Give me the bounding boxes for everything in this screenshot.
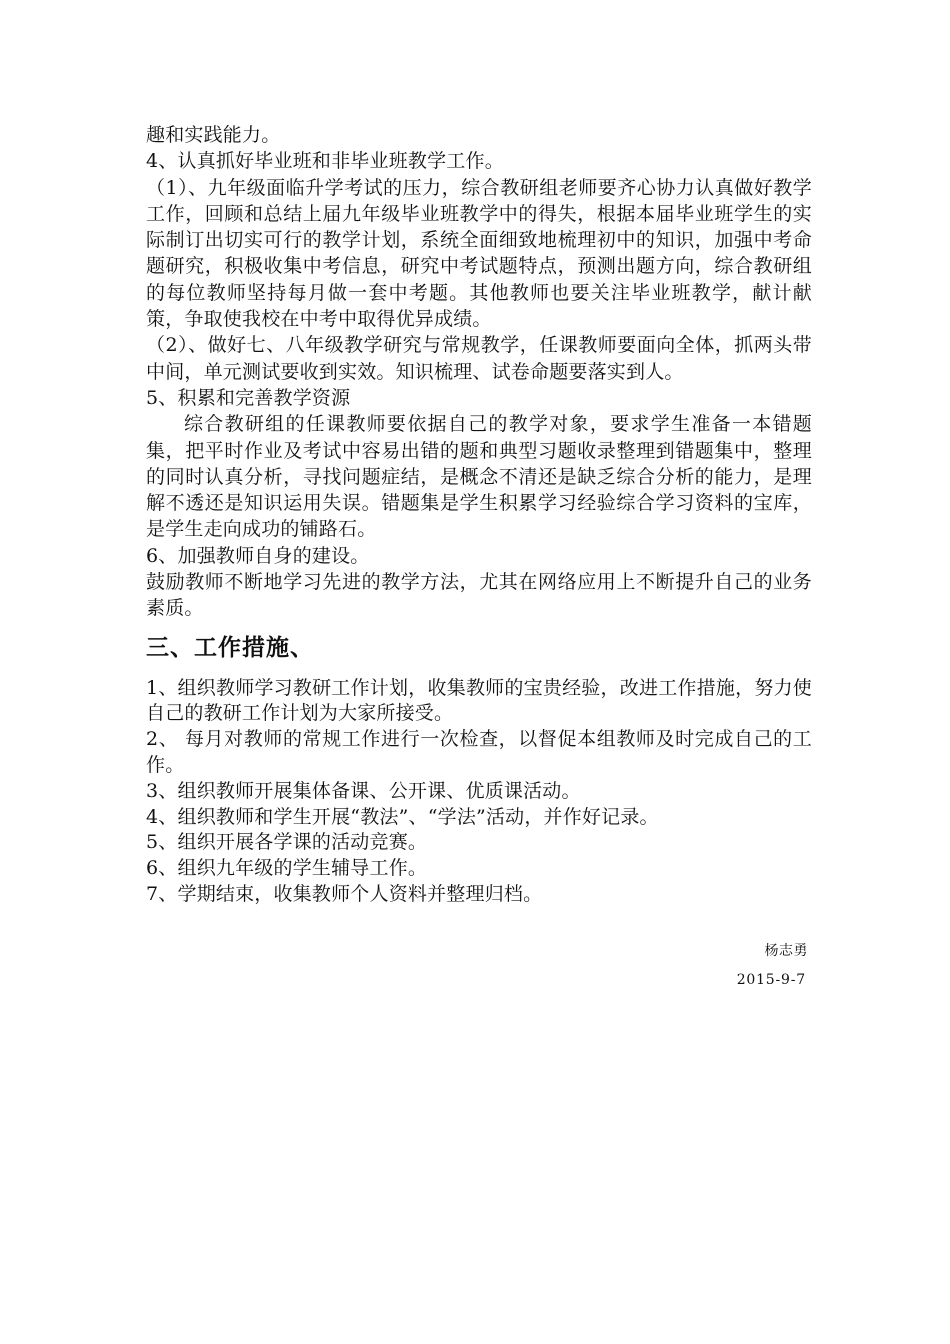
item-4-sub-1: （1）、九年级面临升学考试的压力，综合教研组老师要齐心协力认真做好教学工作，回顾和总结上届九年级毕业班教学中的得失，根据本届毕业班学生的实际制订出切实可行的教学计划，系统全面细致地梳理初中的知识，加强中考命题研究，积极收集中考信息，研究中考试题特点，预测出题方向，综合教研组的每位教师坚持每月做一套中考题。其他教师也要关注毕业班教学，献计献策，争取使我校在中考中取得优异成绩。 <box>146 176 812 331</box>
author-signature: 杨志勇 <box>764 943 808 959</box>
measure-item: 4、组织教师和学生开展“教法”、“学法”活动，并作好记录。 <box>146 805 659 828</box>
measure-item: 7、学期结束，收集教师个人资料并整理归档。 <box>146 883 543 906</box>
paragraph-continuation: 趣和实践能力。 <box>146 124 281 146</box>
item-4-title: 4、认真抓好毕业班和非毕业班教学工作。 <box>146 150 504 173</box>
measure-item: 6、组织九年级的学生辅导工作。 <box>146 857 428 880</box>
item-6-title: 6、加强教师自身的建设。 <box>146 544 370 567</box>
measure-item: 1、组织教师学习教研工作计划，收集教师的宝贵经验，改进工作措施，努力使自己的教研工作计划为大家所接受。 <box>146 676 812 725</box>
measures-list <box>146 676 812 908</box>
measure-item: 3、组织教师开展集体备课、公开课、优质课活动。 <box>146 779 581 802</box>
measure-item: 5、组织开展各学课的活动竞赛。 <box>146 831 428 854</box>
item-5-title: 5、积累和完善教学资源 <box>146 386 351 409</box>
section-heading: 三、工作措施、 <box>146 634 314 661</box>
item-4-sub-2: （2）、做好七、八年级教学研究与常规教学，任课教师要面向全体，抓两头带中间，单元测试要收到实效。知识梳理、试卷命题要落实到人。 <box>146 334 812 383</box>
document-date: 2015-9-7 <box>736 972 806 988</box>
item-6-body: 鼓励教师不断地学习先进的教学方法，尤其在网络应用上不断提升自己的业务素质。 <box>146 571 812 620</box>
item-5-body: 综合教研组的任课教师要依据自己的教学对象，要求学生准备一本错题集，把平时作业及考试中容易出错的题和典型习题收录整理到错题集中，整理的同时认真分析，寻找问题症结，是概念不清还是缺乏综合分析的能力，是理解不透还是知识运用失误。错题集是学生积累学习经验综合学习资料的宝库，是学生走向成功的铺路石。 <box>146 413 812 541</box>
document-body <box>146 122 812 908</box>
measure-item: 2、 每月对教师的常规工作进行一次检查，以督促本组教师及时完成自己的工作。 <box>146 728 812 777</box>
